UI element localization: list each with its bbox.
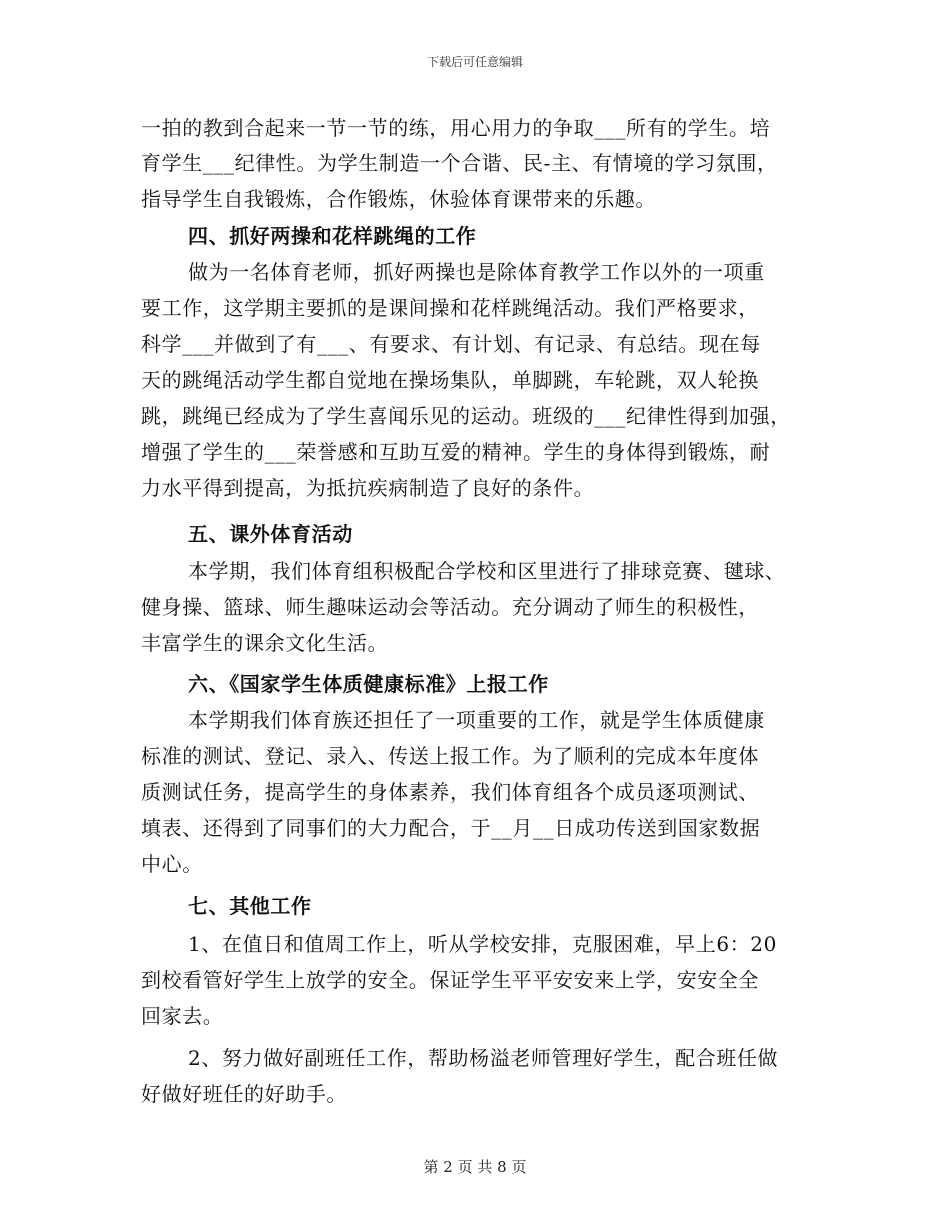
body-text-line: 标准的测试、登记、录入、传送上报工作。为了顺利的完成本年度体 [141, 744, 759, 768]
body-text-line: 2、努力做好副班任工作，帮助杨溢老师管理好学生，配合班任做 [188, 1046, 779, 1070]
body-text-line: 科学___并做到了有___、有要求、有计划、有记录、有总结。现在每 [141, 332, 761, 356]
body-text-line: 指导学生自我锻炼，合作锻炼，休验体育课带来的乐趣。 [141, 187, 656, 211]
section-heading-4: 四、抓好两操和花样跳绳的工作 [188, 224, 477, 248]
body-text-line: 回家去。 [141, 1004, 224, 1028]
body-text-line: 丰富学生的课余文化生活。 [141, 631, 389, 655]
body-text-line: 本学期我们体育族还担任了一项重要的工作，就是学生体质健康 [188, 708, 765, 732]
body-text-line: 跳，跳绳已经成为了学生喜闻乐见的运动。班级的___纪律性得到加强， [141, 404, 791, 428]
body-text-line: 力水平得到提高，为抵抗疾病制造了良好的条件。 [141, 476, 595, 500]
body-text-line: 健身操、篮球、师生趣味运动会等活动。充分调动了师生的积极性， [141, 595, 759, 619]
body-text-line: 增强了学生的___荣誉感和互助互爱的精神。学生的身体得到锻炼，耐 [141, 440, 771, 464]
body-text-line: 做为一名体育老师，抓好两操也是除体育教学工作以外的一项重 [188, 260, 765, 284]
page-number: 第 2 页 共 8 页 [423, 1158, 527, 1176]
body-text-line: 好做好班任的好助手。 [141, 1082, 347, 1106]
section-heading-7: 七、其他工作 [188, 894, 312, 918]
body-text-line: 本学期，我们体育组积极配合学校和区里进行了排球竞赛、毽球、 [188, 559, 786, 583]
body-text-line: 要工作，这学期主要抓的是课间操和花样跳绳活动。我们严格要求， [141, 296, 759, 320]
body-text-line: 中心。 [141, 852, 203, 876]
section-heading-5: 五、课外体育活动 [188, 522, 353, 546]
body-text-line: 育学生___纪律性。为学生制造一个合谐、民-主、有情境的学习氛围， [141, 151, 778, 175]
page-header-note: 下载后可任意编辑 [426, 55, 523, 69]
body-text-line: 到校看管好学生上放学的安全。保证学生平平安安来上学，安安全全 [141, 968, 759, 992]
body-text-line: 一拍的教到合起来一节一节的练，用心用力的争取___所有的学生。培 [141, 116, 771, 140]
body-text-line: 填表、还得到了同事们的大力配合，于__月__日成功传送到国家数据 [141, 816, 761, 840]
body-text-line: 1、在值日和值周工作上，听从学校安排，克服困难，早上6：20 [188, 932, 777, 956]
body-text-line: 质测试任务，提高学生的身体素养，我们体育组各个成员逐项测试、 [141, 780, 759, 804]
body-text-line: 天的跳绳活动学生都自觉地在操场集队，单脚跳，车轮跳，双人轮换 [141, 368, 759, 392]
section-heading-6: 六、《国家学生体质健康标准》上报工作 [188, 672, 549, 696]
